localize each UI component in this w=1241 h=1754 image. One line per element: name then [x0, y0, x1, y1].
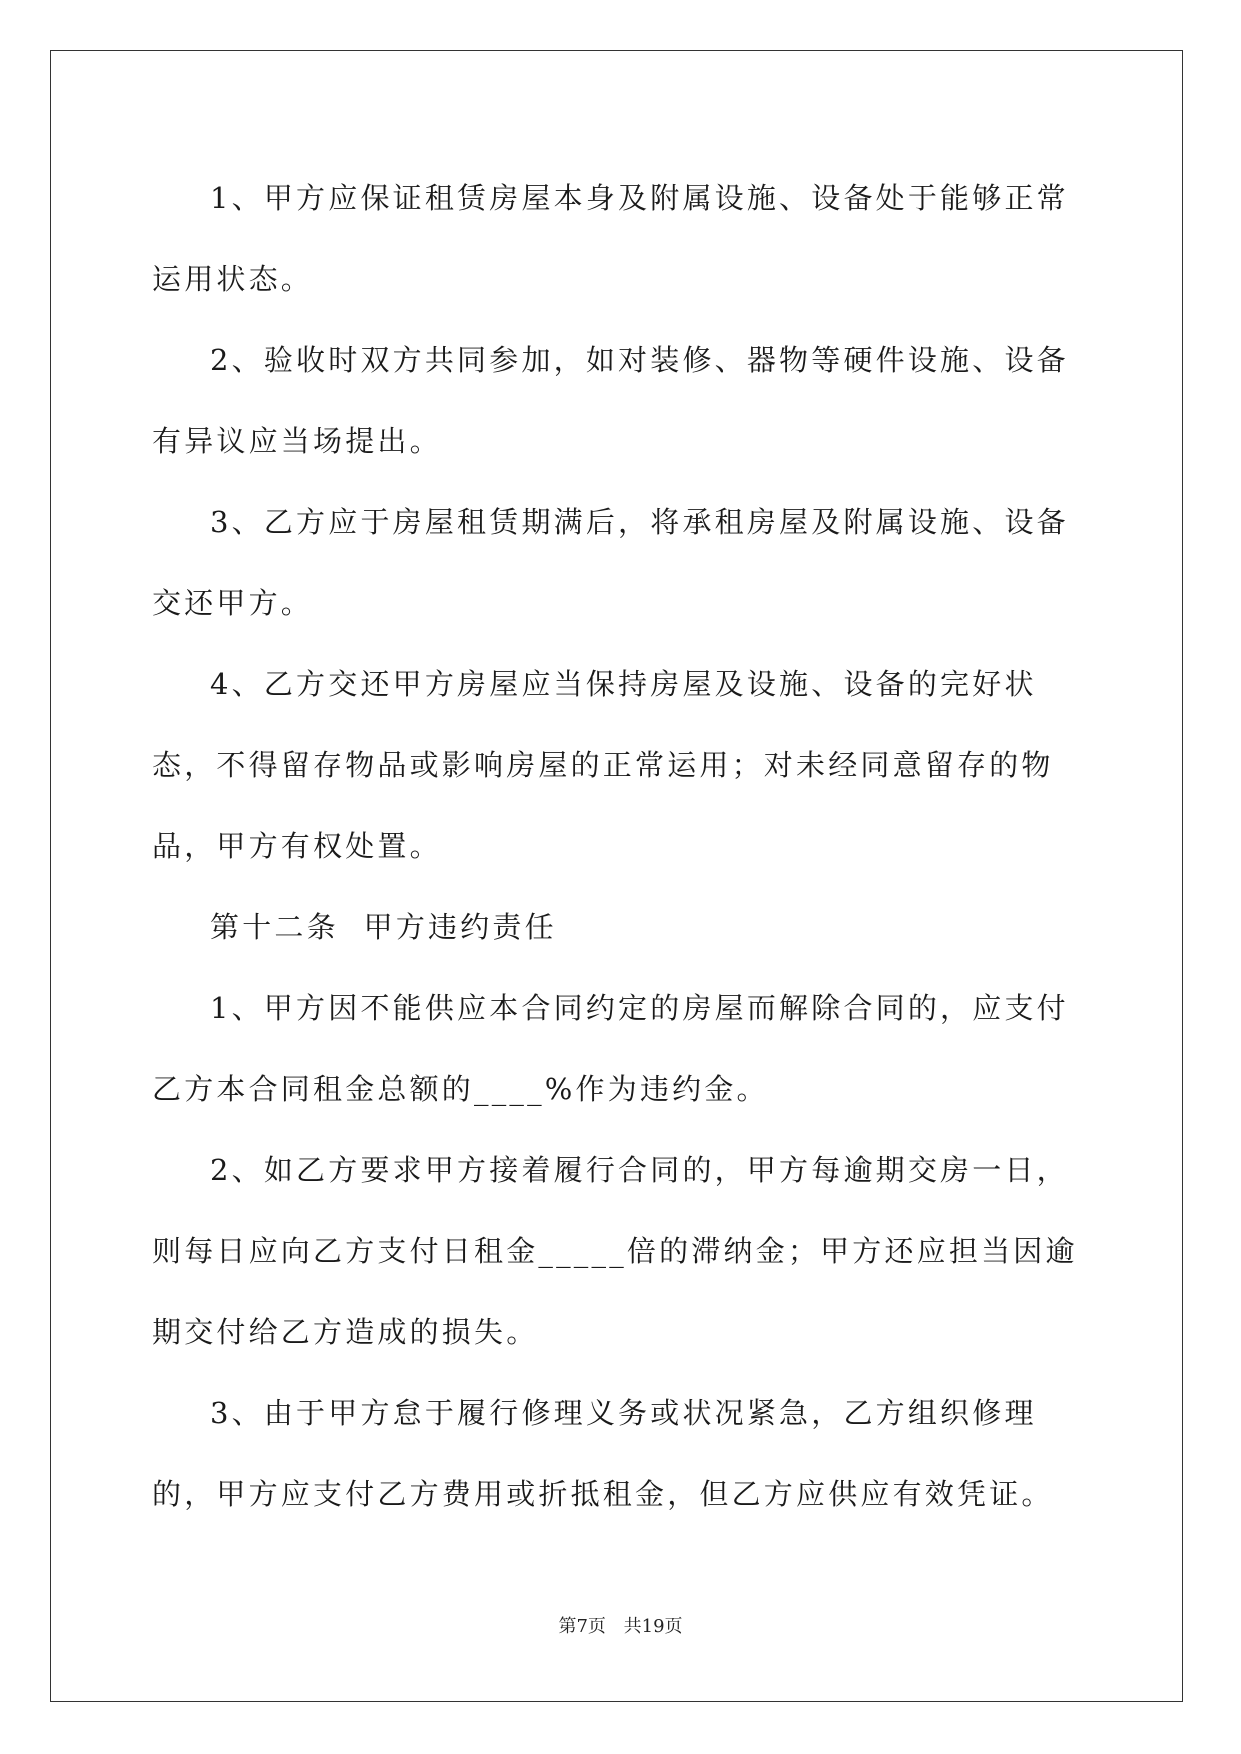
paragraph-4: 4、乙方交还甲方房屋应当保持房屋及设施、设备的完好状态，不得留存物品或影响房屋的正常运用；对未经同意留存的物品，甲方有权处置。: [152, 667, 1054, 863]
paragraph-6: 2、如乙方要求甲方接着履行合同的，甲方每逾期交房一日，则每日应向乙方支付日租金_____倍的滞纳金；甲方还应担当因逾期交付给乙方造成的损失。: [152, 1153, 1078, 1349]
section-heading: 第十二条 甲方违约责任: [210, 910, 557, 944]
page-number: 第7页: [558, 1616, 606, 1637]
paragraph-3: 3、乙方应于房屋租赁期满后，将承租房屋及附属设施、设备交还甲方。: [152, 505, 1069, 620]
page-footer: [0, 1612, 1241, 1638]
page-total: 共19页: [623, 1616, 683, 1637]
paragraph-2: 2、验收时双方共同参加，如对装修、器物等硬件设施、设备有异议应当场提出。: [152, 343, 1069, 458]
paragraph-5: 1、甲方因不能供应本合同约定的房屋而解除合同的，应支付乙方本合同租金总额的____%作为违约金。: [152, 991, 1069, 1106]
document-body: [152, 158, 1082, 1535]
paragraph-7: 3、由于甲方怠于履行修理义务或状况紧急，乙方组织修理的，甲方应支付乙方费用或折抵租金，但乙方应供应有效凭证。: [152, 1396, 1054, 1511]
paragraph-1: 1、甲方应保证租赁房屋本身及附属设施、设备处于能够正常运用状态。: [152, 181, 1069, 296]
